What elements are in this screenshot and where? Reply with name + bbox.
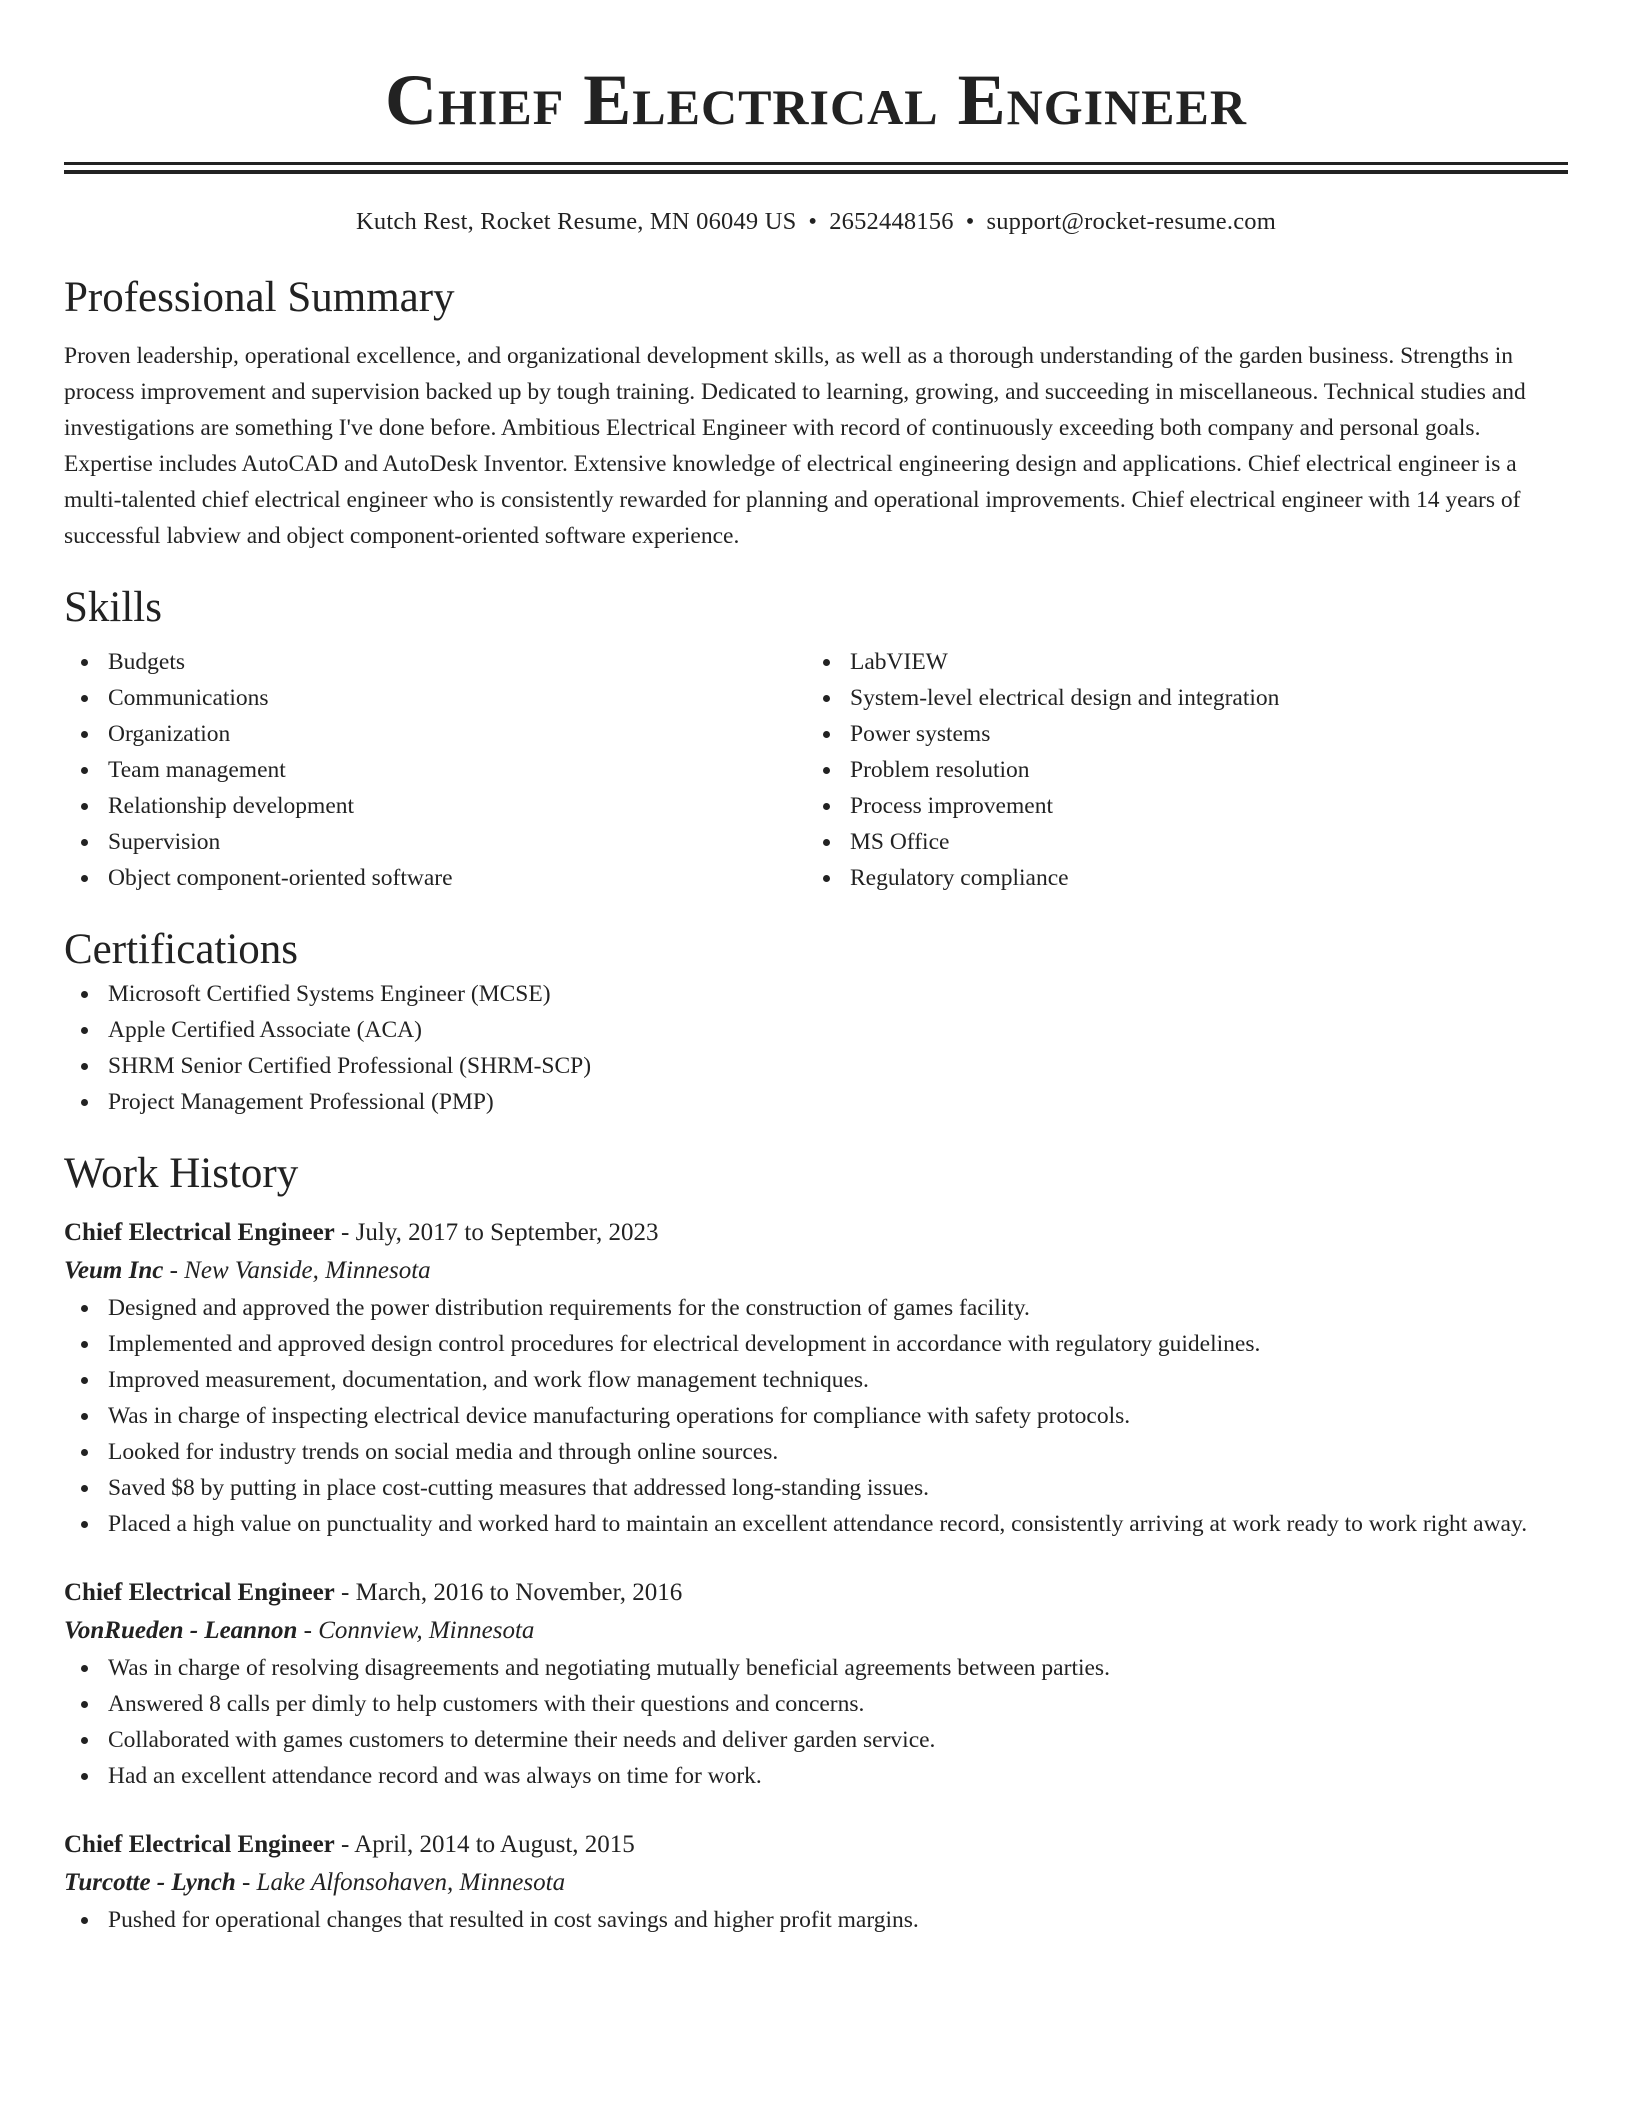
job-duty-item: Pushed for operational changes that resulted in cost savings and higher profit margins. bbox=[64, 1902, 1568, 1938]
certification-item: Project Management Professional (PMP) bbox=[64, 1084, 1568, 1120]
job-location: - Lake Alfonsohaven, Minnesota bbox=[235, 1869, 566, 1896]
job-duty-item: Looked for industry trends on social media and through online sources. bbox=[64, 1434, 1568, 1470]
job-title-line bbox=[64, 1214, 1568, 1252]
resume-title: Chief Electrical Engineer bbox=[385, 60, 1247, 140]
skill-item: Supervision bbox=[64, 824, 806, 860]
job-duty-item: Collaborated with games customers to determine their needs and deliver garden service. bbox=[64, 1722, 1568, 1758]
job-title-line bbox=[64, 1826, 1568, 1864]
job-duty-item: Was in charge of resolving disagreements and negotiating mutually beneficial agreements between parties. bbox=[64, 1650, 1568, 1686]
skills-column-left bbox=[64, 644, 806, 896]
skill-item: LabVIEW bbox=[806, 644, 1548, 680]
skill-item: Problem resolution bbox=[806, 752, 1548, 788]
certification-item: SHRM Senior Certified Professional (SHRM-SCP) bbox=[64, 1048, 1568, 1084]
job-company-line bbox=[64, 1864, 1568, 1902]
work-history-heading: Work History bbox=[64, 1150, 299, 1197]
job-location: - Connview, Minnesota bbox=[297, 1617, 535, 1644]
certification-item: Apple Certified Associate (ACA) bbox=[64, 1012, 1568, 1048]
job-duty-item: Had an excellent attendance record and was always on time for work. bbox=[64, 1758, 1568, 1794]
job-duty-item: Answered 8 calls per dimly to help customers with their questions and concerns. bbox=[64, 1686, 1568, 1722]
skills-list-right bbox=[806, 644, 1548, 896]
skill-item: Organization bbox=[64, 716, 806, 752]
skill-item: Communications bbox=[64, 680, 806, 716]
job-company-line bbox=[64, 1252, 1568, 1290]
skill-item: Object component-oriented software bbox=[64, 860, 806, 896]
job-duty-item: Implemented and approved design control procedures for electrical development in accordance with regulatory guidelines. bbox=[64, 1326, 1568, 1362]
contact-email[interactable]: support@rocket-resume.com bbox=[986, 208, 1276, 235]
job-duty-item: Saved $8 by putting in place cost-cutting measures that addressed long-standing issues. bbox=[64, 1470, 1568, 1506]
job-duty-item: Designed and approved the power distribution requirements for the construction of games facility. bbox=[64, 1290, 1568, 1326]
skills-heading: Skills bbox=[64, 584, 162, 631]
job-title: Chief Electrical Engineer bbox=[64, 1831, 335, 1858]
certifications-heading: Certifications bbox=[64, 926, 299, 973]
skill-item: System-level electrical design and integration bbox=[806, 680, 1548, 716]
job-entry bbox=[64, 1574, 1568, 1794]
job-title: Chief Electrical Engineer bbox=[64, 1219, 335, 1246]
job-title: Chief Electrical Engineer bbox=[64, 1579, 335, 1606]
skill-item: MS Office bbox=[806, 824, 1548, 860]
job-entry bbox=[64, 1214, 1568, 1542]
summary-text: Proven leadership, operational excellence, and organizational development skills, as well as a thorough understanding of the garden business. Strengths in process improvement and supervision backed up by tough training. Dedicated to learning, growing, and succeeding in miscellaneous. Technical studies and investigations are something I've done before. Ambitious Electrical Engineer with record of continuously exceeding both company and personal goals. Expertise includes AutoCAD and AutoDesk Inventor. Extensive knowledge of electrical engineering design and applications. Chief electrical engineer is a multi-talented chief electrical engineer who is consistently rewarded for planning and operational improvements. Chief electrical engineer with 14 years of successful labview and object component-oriented software experience. bbox=[64, 343, 1526, 549]
job-dates: - July, 2017 to September, 2023 bbox=[334, 1219, 659, 1246]
skill-item: Team management bbox=[64, 752, 806, 788]
contact-phone: 2652448156 bbox=[829, 208, 954, 235]
resume-page bbox=[64, 0, 1568, 1938]
job-company: VonRueden - Leannon bbox=[64, 1617, 298, 1644]
contact-line bbox=[64, 206, 1568, 238]
job-duty-item: Improved measurement, documentation, and work flow management techniques. bbox=[64, 1362, 1568, 1398]
skill-item: Budgets bbox=[64, 644, 806, 680]
job-dates: - March, 2016 to November, 2016 bbox=[334, 1579, 683, 1606]
job-entry bbox=[64, 1826, 1568, 1938]
job-dates: - April, 2014 to August, 2015 bbox=[334, 1831, 635, 1858]
contact-address: Kutch Rest, Rocket Resume, MN 06049 US bbox=[356, 208, 797, 235]
job-company: Veum Inc bbox=[64, 1257, 164, 1284]
job-company-line bbox=[64, 1612, 1568, 1650]
contact-separator: • bbox=[808, 208, 818, 235]
skill-item: Process improvement bbox=[806, 788, 1548, 824]
job-title-line bbox=[64, 1574, 1568, 1612]
job-duty-item: Was in charge of inspecting electrical device manufacturing operations for compliance with safety protocols. bbox=[64, 1398, 1568, 1434]
skills-grid bbox=[64, 644, 1568, 896]
skill-item: Power systems bbox=[806, 716, 1548, 752]
job-duties-list bbox=[64, 1650, 1568, 1794]
job-duties-list bbox=[64, 1290, 1568, 1542]
title-divider bbox=[64, 162, 1568, 174]
job-location: - New Vanside, Minnesota bbox=[163, 1257, 431, 1284]
skill-item: Relationship development bbox=[64, 788, 806, 824]
skills-list-left bbox=[64, 644, 806, 896]
skills-column-right bbox=[806, 644, 1548, 896]
certifications-list bbox=[64, 976, 1568, 1120]
summary-heading: Professional Summary bbox=[64, 274, 455, 321]
skill-item: Regulatory compliance bbox=[806, 860, 1548, 896]
job-duty-item: Placed a high value on punctuality and worked hard to maintain an excellent attendance record, consistently arriving at work ready to work right away. bbox=[64, 1506, 1568, 1542]
contact-separator: • bbox=[965, 208, 975, 235]
certification-item: Microsoft Certified Systems Engineer (MCSE) bbox=[64, 976, 1568, 1012]
job-company: Turcotte - Lynch bbox=[64, 1869, 236, 1896]
job-duties-list bbox=[64, 1902, 1568, 1938]
